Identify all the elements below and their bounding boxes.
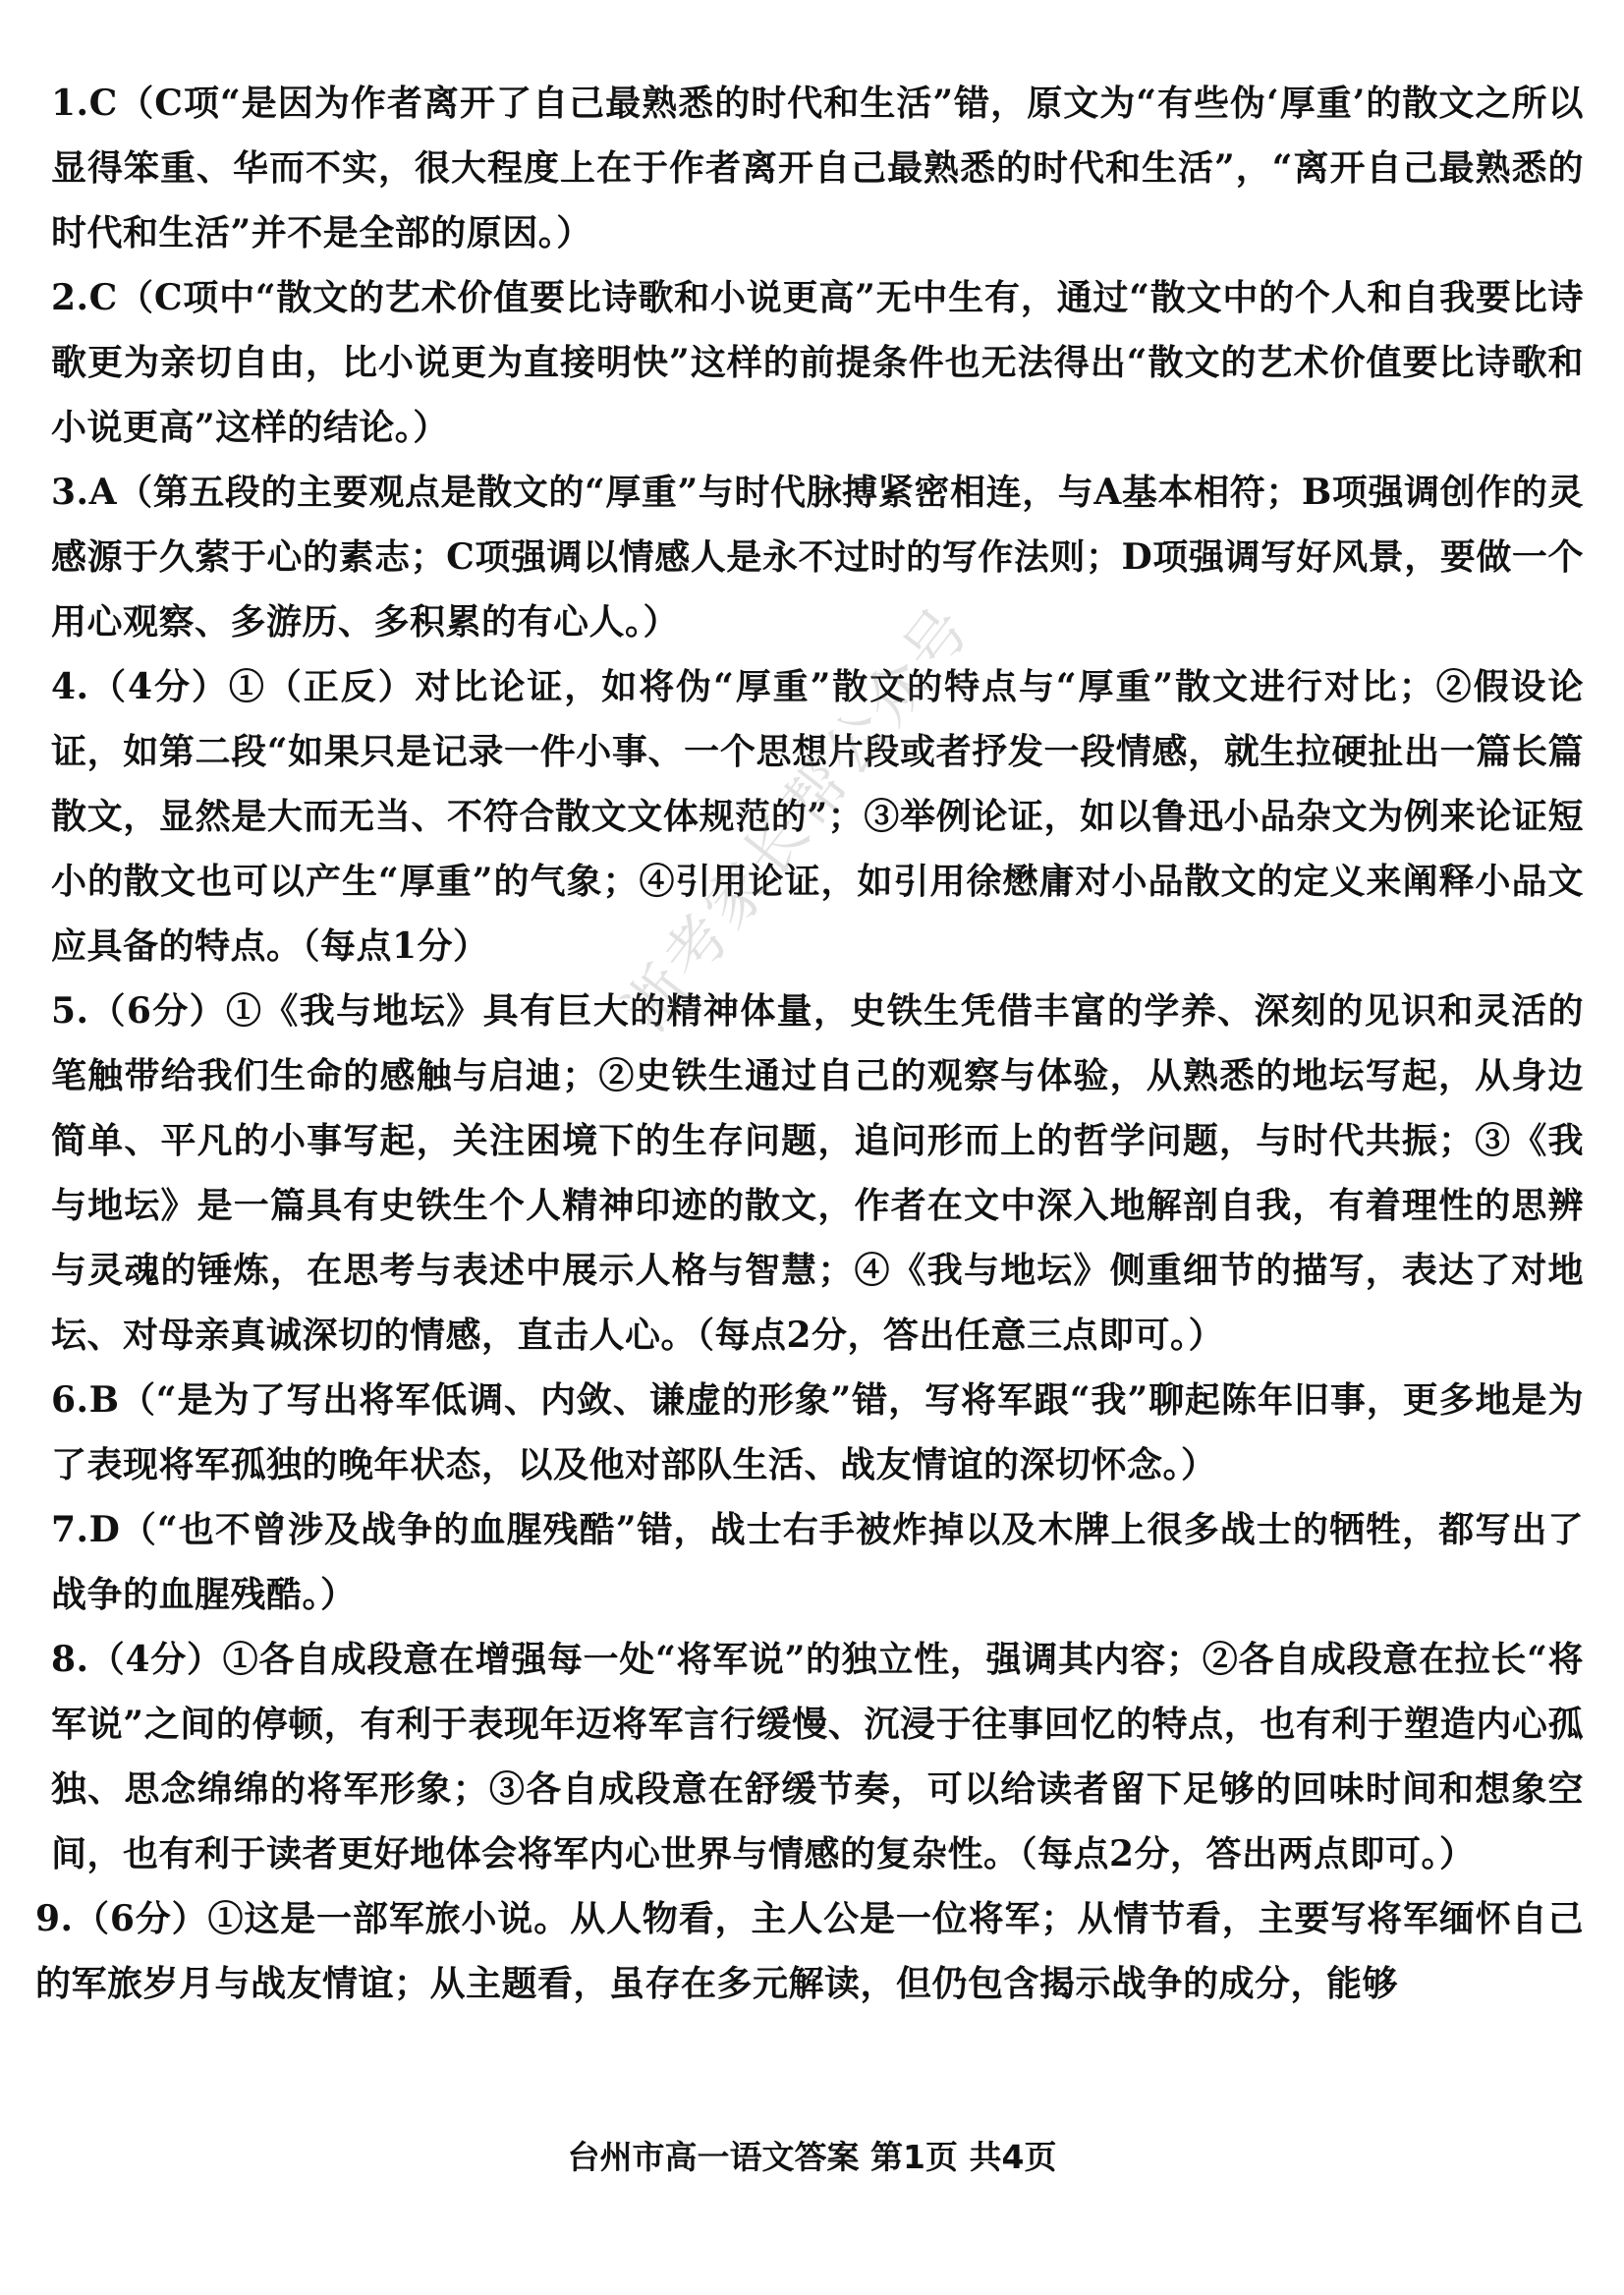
answer-item-4: 4.（4分）①（正反）对比论证，如将伪“厚重”散文的特点与“厚重”散文进行对比；②假设论证，如第二段“如果只是记录一件小事、一个思想片段或者抒发一段情感，就生拉硬扯出一篇长篇散文，显然是大而无当、不符合散文文体规范的”；③举例论证，如以鲁迅小品杂文为例来论证短小的散文也可以产生“厚重”的气象；④引用论证，如引用徐懋庸对小品散文的定义来阐释小品文应具备的特点。（每点1分） [51,666,1584,967]
answer-item-8: 8.（4分）①各自成段意在增强每一处“将军说”的独立性，强调其内容；②各自成段意在拉长“将军说”之间的停顿，有利于表现年迈将军言行缓慢、沉浸于往事回忆的特点，也有利于塑造内心孤独、思念绵绵的将军形象；③各自成段意在舒缓节奏，可以给读者留下足够的回味时间和想象空间，也有利于读者更好地体会将军内心世界与情感的复杂性。（每点2分，答出两点即可。） [51,1639,1584,1875]
watermark: 浙考家长帮公众号 [609,590,985,1044]
answer-item-7: 7.D（“也不曾涉及战争的血腥残酷”错，战士右手被炸掉以及木牌上很多战士的牺牲，都写出了战争的血腥残酷。） [51,1509,1584,1615]
answer-list [35,71,1584,2016]
answer-item-6: 6.B（“是为了写出将军低调、内敛、谦虚的形象”错，写将军跟“我”聊起陈年旧事，更多地是为了表现将军孤独的晚年状态，以及他对部队生活、战友情谊的深切怀念。） [51,1379,1584,1485]
page-footer: 台州市高一语文答案 第1页 共4页 [567,2138,1057,2176]
answer-item-9: 9.（6分）①这是一部军旅小说。从人物看，主人公是一位将军；从情节看，主要写将军缅怀自己的军旅岁月与战友情谊；从主题看，虽存在多元解读，但仍包含揭示战争的成分，能够 [35,1898,1584,2004]
answer-item-5: 5.（6分）①《我与地坛》具有巨大的精神体量，史铁生凭借丰富的学养、深刻的见识和灵活的笔触带给我们生命的感触与启迪；②史铁生通过自己的观察与体验，从熟悉的地坛写起，从身边简单、平凡的小事写起，关注困境下的生存问题，追问形而上的哲学问题，与时代共振；③《我与地坛》是一篇具有史铁生个人精神印迹的散文，作者在文中深入地解剖自我，有着理性的思辨与灵魂的锤炼，在思考与表述中展示人格与智慧；④《我与地坛》侧重细节的描写，表达了对地坛、对母亲真诚深切的情感，直击人心。（每点2分，答出任意三点即可。） [51,990,1584,1356]
answer-item-3: 3.A（第五段的主要观点是散文的“厚重”与时代脉搏紧密相连，与A基本相符；B项强调创作的灵感源于久萦于心的素志；C项强调以情感人是永不过时的写作法则；D项强调写好风景，要做一个用心观察、多游历、多积累的有心人。） [51,472,1584,643]
answer-item-2: 2.C（C项中“散文的艺术价值要比诗歌和小说更高”无中生有，通过“散文中的个人和自我要比诗歌更为亲切自由，比小说更为直接明快”这样的前提条件也无法得出“散文的艺术价值要比诗歌和小说更高”这样的结论。） [51,277,1584,448]
answer-item-1: 1.C（C项“是因为作者离开了自己最熟悉的时代和生活”错，原文为“有些伪‘厚重’的散文之所以显得笨重、华而不实，很大程度上在于作者离开自己最熟悉的时代和生活”，“离开自己最熟悉的时代和生活”并不是全部的原因。） [51,83,1584,253]
